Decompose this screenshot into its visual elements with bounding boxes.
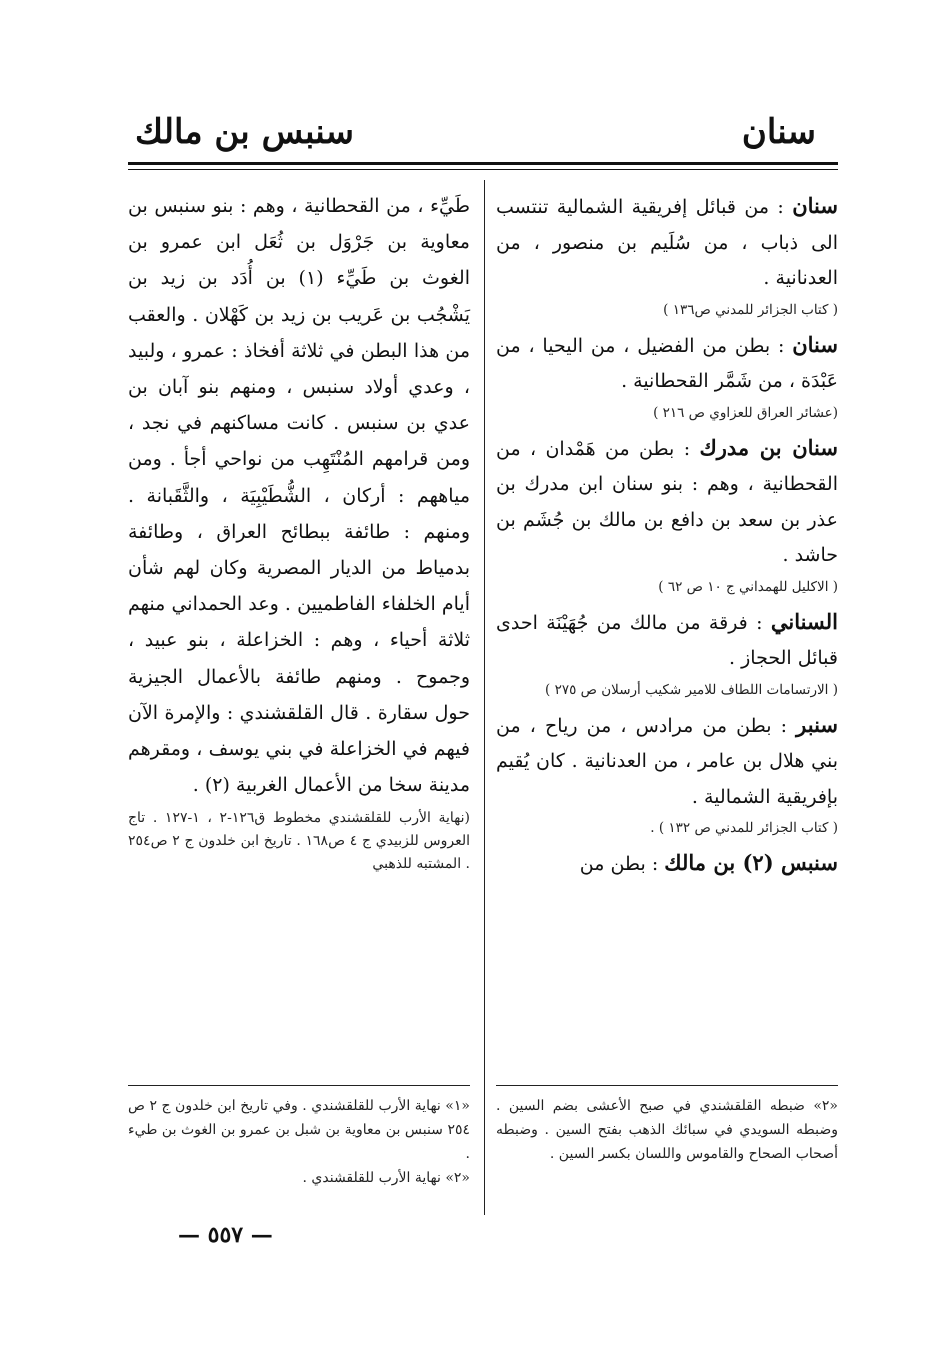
entry-body bbox=[496, 707, 838, 816]
footnote: «٢» نهاية الأرب للقلقشندي . bbox=[302, 1170, 470, 1186]
left-column bbox=[128, 188, 470, 876]
entry-headword: السناني bbox=[770, 608, 838, 634]
entry-source: ( كتاب الجزائر للمدني ص ١٣٢ ) . bbox=[650, 820, 838, 836]
footnote-rule-left bbox=[128, 1085, 470, 1086]
entry bbox=[496, 430, 838, 598]
entry-body bbox=[496, 845, 838, 883]
entry-headword: سنان بن مدرك bbox=[699, 434, 838, 460]
entry bbox=[496, 707, 838, 840]
right-column bbox=[496, 188, 838, 883]
entry-body bbox=[496, 188, 838, 297]
footnotes-right bbox=[496, 1094, 838, 1166]
entry-headword: سنبس (٢) بن مالك bbox=[664, 850, 838, 875]
entry-body bbox=[496, 327, 838, 400]
footnote: «١» نهاية الأرب للقلقشندي . وفي تاريخ ابن خلدون ج ٢ ص ٢٥٤ سنبس بن معاوية بن شبل بن عمرو بن الغوث بن طيء . bbox=[128, 1098, 470, 1162]
entry bbox=[496, 604, 838, 701]
running-head-right: سنان bbox=[741, 112, 816, 152]
header-rule-thick bbox=[128, 162, 838, 165]
entry-text: : بطن من هَمْدان ، من القحطانية ، وهم : بنو سنان ابن مدرك بن عذر بن سعد بن دافع بن مالك بن جُشَم بن حاشد . bbox=[496, 437, 838, 566]
entry-body bbox=[496, 604, 838, 677]
header-rule-thin bbox=[128, 169, 838, 170]
entry-source: (عشائر العراق للعزاوي ص ٢١٦ ) bbox=[653, 404, 838, 421]
entry-text: : بطن من مرادس ، من رياح ، من بني هلال بن عامر ، من العدنانية . كان يُقيم بإفريقية الشمالية . bbox=[496, 714, 838, 808]
entry-headword: سنان bbox=[792, 193, 838, 218]
entry-text: : بطن من bbox=[579, 853, 659, 875]
entry bbox=[496, 327, 838, 424]
entry-body bbox=[496, 430, 838, 574]
running-head-left: سنبس بن مالك bbox=[135, 112, 354, 152]
page-number: — ٥٥٧ — bbox=[178, 1222, 273, 1248]
column-divider bbox=[484, 180, 485, 1215]
entry-source: ( كتاب الجزائر للمدني ص١٣٦ ) bbox=[663, 301, 838, 318]
footnote: «٢» ضبطه القلقشندي في صبح الأعشى بضم السين . وضبطه السويدي في سبائك الذهب بفتح السين . وضبطه أصحاب الصحاح والقاموس واللسان بكسر السين . bbox=[496, 1098, 838, 1162]
footnotes-left bbox=[128, 1094, 470, 1190]
entry-text: : من قبائل إفريقية الشمالية تنتسب الى ذباب ، من سُلَيم بن منصور ، من العدنانية . bbox=[496, 196, 838, 289]
left-column-sources: (نهاية الأرب للقلقشندي مخطوط ق١٢٦-٢ ، ١-١٢٧ . تاج العروس للزبيدي ج ٤ ص١٦٨ . تاريخ ابن خلدون ج ٢ ص٢٥٤ . المشتبه للذهبي bbox=[128, 810, 470, 873]
entry-headword: سنان bbox=[792, 331, 838, 357]
entry-text: : فرقة من مالك من جُهَيْنَة احدى قبائل الحجاز . bbox=[496, 611, 838, 669]
footnote-rule-right bbox=[496, 1085, 838, 1086]
entry bbox=[496, 845, 838, 883]
entry-source: ( الارتسامات اللطاف للامير شكيب أرسلان ص ٢٧٥ ) bbox=[545, 681, 838, 698]
left-column-text: طَيِّء ، من القحطانية ، وهم : بنو سنبس بن معاوية بن جَرْوَل بن ثُعَل ابن عمرو بن الغوث بن طَيِّء (١) بن أُدَد بن زيد بن يَشْجُب بن عَريب بن زيد بن كَهْلان . والعقب من هذا البطن في ثلاثة أفخاذ : عمرو ، ولبيد ، وعدي أولاد سنبس ، ومنهم بنو آبان بن عدي بن سنبس . كانت مساكنهم في نجد ، ومن قرامهم المُنْتَهِب من نواحي أجأ . ومن مياههم : أركان ، الشُّطَيْبِيَة ، والثَّقَبانة . ومنهم : طائفة ببطائح العراق ، وطائفة بدمياط من الديار المصرية وكان لهم شأن أيام الخلفاء الفاطميين . وعد الحمداني منهم ثلاثة أحياء ، وهم : الخزاعلة ، بنو عبيد ، وجموح . ومنهم طائفة بالأعمال الجيزية حول سقارة . قال القلقشندي : والإمرة الآن فيهم في الخزاعلة في بني يوسف ، ومقرهم مدينة سخا من الأعمال الغربية (٢) . bbox=[128, 195, 470, 797]
entry bbox=[496, 188, 838, 321]
entry-source: ( الاكليل للهمداني ج ١٠ ص ٦٢ ) bbox=[658, 578, 838, 595]
entry-text: : بطن من الفضيل ، من اليحيا ، من عَبْدَة ، من شَمَّر القحطانية . bbox=[496, 334, 838, 392]
entry-headword: سنبر bbox=[796, 711, 838, 737]
